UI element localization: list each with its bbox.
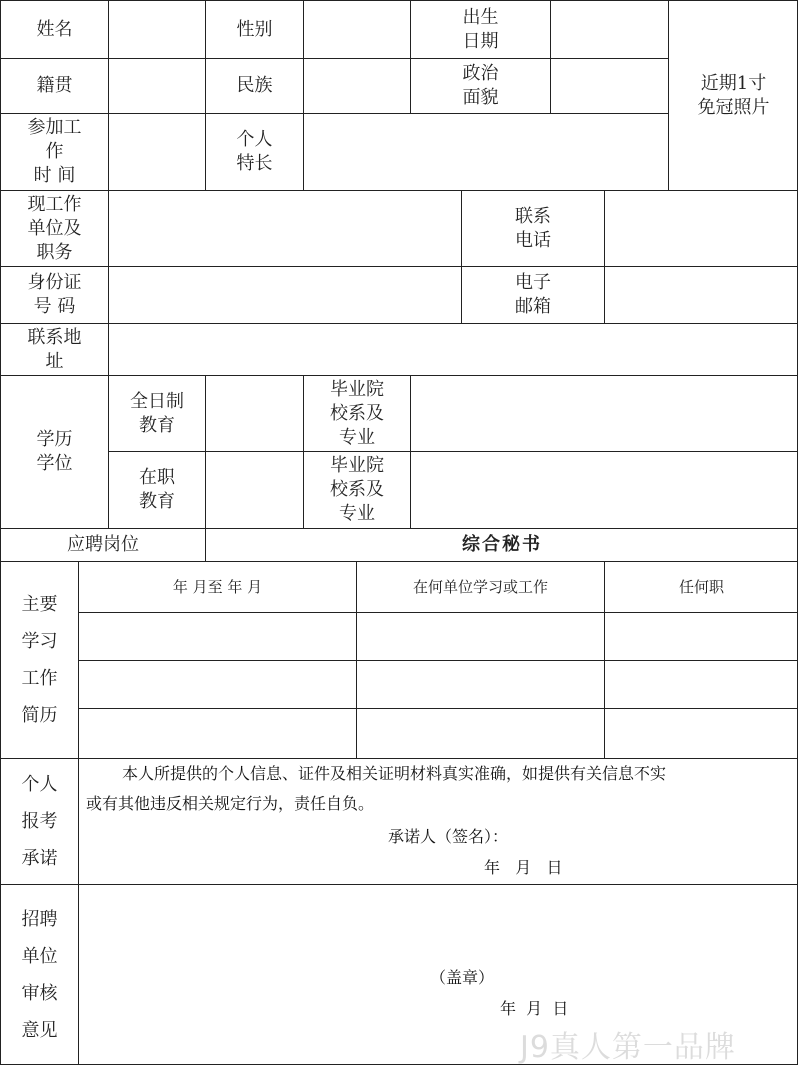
ethnicity-label: 民族 [205, 58, 303, 113]
email-field[interactable] [604, 266, 798, 323]
work-start-label: 参加工 作 时 间 [0, 113, 108, 190]
photo-box[interactable]: 近期1寸 免冠照片 [668, 0, 798, 190]
name-field[interactable] [108, 0, 205, 58]
political-status-field[interactable] [550, 58, 668, 113]
name-label: 姓名 [0, 0, 108, 58]
native-place-field[interactable] [108, 58, 205, 113]
resume-post-cell[interactable] [604, 612, 798, 660]
specialty-label: 个人 特长 [205, 113, 303, 190]
table-right-border [797, 0, 798, 1065]
political-status-label: 政治 面貌 [410, 58, 550, 113]
inservice-edu-field[interactable] [205, 451, 303, 528]
pledge-date: 年 月 日 [484, 858, 563, 877]
resume-period-cell[interactable] [78, 708, 356, 758]
address-label: 联系地 址 [0, 323, 108, 375]
gender-field[interactable] [303, 0, 410, 58]
review-seal: （盖章） [430, 968, 495, 987]
id-number-label: 身份证 号 码 [0, 266, 108, 323]
pledge-text-line1: 本人所提供的个人信息、证件及相关证明材料真实准确，如提供有关信息不实 [122, 764, 667, 783]
resume-header-post: 任何职 [604, 561, 798, 612]
specialty-field[interactable] [303, 113, 668, 190]
education-label: 学历 学位 [0, 375, 108, 528]
resume-header-unit: 在何单位学习或工作 [356, 561, 604, 612]
current-work-field[interactable] [108, 190, 461, 266]
resume-post-cell[interactable] [604, 708, 798, 758]
resume-unit-cell[interactable] [356, 612, 604, 660]
resume-header-period: 年 月至 年 月 [78, 561, 356, 612]
pledge-label: 个人 报考 承诺 [0, 758, 78, 884]
school-major-field-1[interactable] [410, 375, 798, 451]
current-work-label: 现工作 单位及 职务 [0, 190, 108, 266]
pledge-signer: 承诺人（签名）： [388, 827, 509, 846]
work-start-field[interactable] [108, 113, 205, 190]
native-place-label: 籍贯 [0, 58, 108, 113]
review-label: 招聘 单位 审核 意见 [0, 884, 78, 1065]
school-major-label-1: 毕业院 校系及 专业 [303, 375, 410, 451]
review-date: 年 月 日 [500, 999, 569, 1018]
phone-field[interactable] [604, 190, 798, 266]
email-label: 电子 邮箱 [461, 266, 604, 323]
position-value: 综合秘书 [205, 528, 798, 561]
ethnicity-field[interactable] [303, 58, 410, 113]
watermark: J9真人第一品牌 [520, 1030, 736, 1065]
school-major-field-2[interactable] [410, 451, 798, 528]
gender-label: 性别 [205, 0, 303, 58]
id-number-field[interactable] [108, 266, 461, 323]
fulltime-edu-field[interactable] [205, 375, 303, 451]
resume-period-cell[interactable] [78, 612, 356, 660]
phone-label: 联系 电话 [461, 190, 604, 266]
resume-period-cell[interactable] [78, 660, 356, 708]
resume-unit-cell[interactable] [356, 708, 604, 758]
birth-date-label: 出生 日期 [410, 0, 550, 58]
resume-post-cell[interactable] [604, 660, 798, 708]
pledge-text-line2: 或有其他违反相关规定行为，责任自负。 [86, 794, 375, 813]
birth-date-field[interactable] [550, 0, 668, 58]
resume-label: 主要 学习 工作 简历 [0, 561, 78, 758]
inservice-edu-label: 在职 教育 [108, 451, 205, 528]
address-field[interactable] [108, 323, 798, 375]
fulltime-edu-label: 全日制 教育 [108, 375, 205, 451]
resume-unit-cell[interactable] [356, 660, 604, 708]
position-label: 应聘岗位 [0, 528, 205, 561]
school-major-label-2: 毕业院 校系及 专业 [303, 451, 410, 528]
